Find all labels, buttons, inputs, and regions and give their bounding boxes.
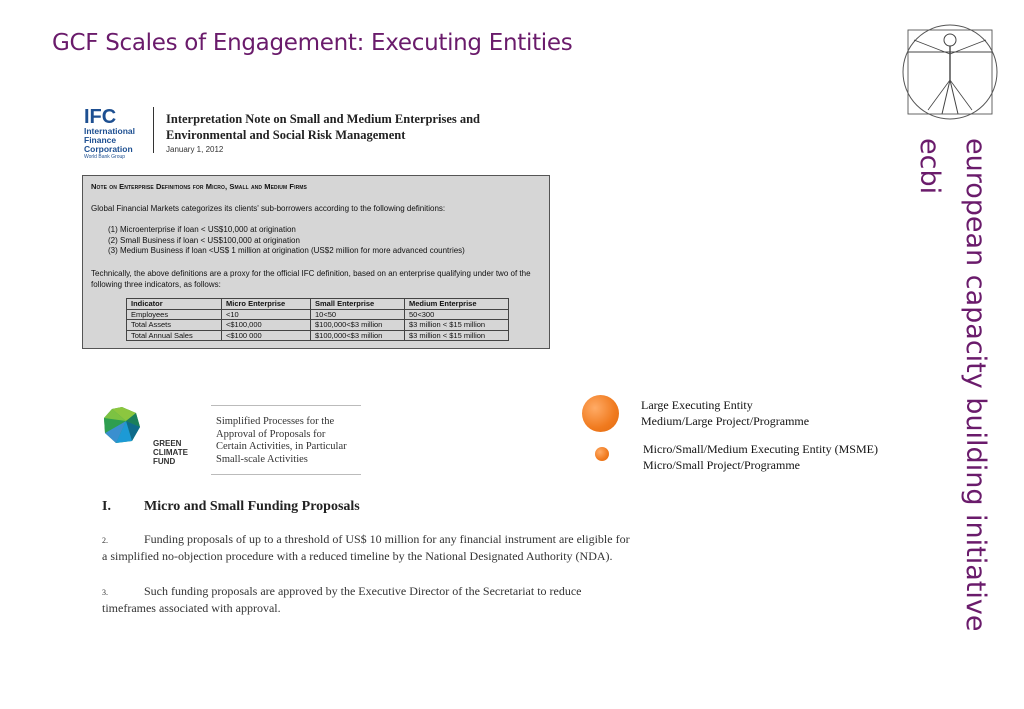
note-heading: Note on Enterprise Definitions for Micro, Small and Medium Firms [91, 182, 307, 191]
table-cell: <$100 000 [222, 330, 311, 341]
table-cell: <$100,000 [222, 320, 311, 331]
legend-line: Micro/Small Project/Programme [643, 457, 800, 472]
table-cell: $3 million < $15 million [405, 320, 509, 331]
table-cell: <10 [222, 309, 311, 320]
table-row [127, 309, 509, 320]
definitions-list [108, 225, 465, 257]
gcf-document-title [216, 416, 366, 466]
enterprise-definitions-note [82, 175, 550, 349]
definition-item: (3) Medium Business if loan <US$ 1 million at origination (US$2 million for more advanced countries) [108, 246, 465, 255]
note-intro: Global Financial Markets categorizes its clients' sub-borrowers according to the following definitions: [91, 204, 446, 213]
gcf-name-line: FUND [153, 457, 176, 466]
table-cell: Total Assets [127, 320, 222, 331]
table-row [127, 320, 509, 331]
ifc-divider [153, 107, 154, 153]
paragraph-number: 2. [102, 536, 108, 545]
table-header-row [127, 299, 509, 310]
large-entity-label [641, 398, 809, 429]
large-entity-dot [582, 395, 619, 432]
table-cell: Employees [127, 309, 222, 320]
table-cell: $100,000<$3 million [311, 320, 405, 331]
table-cell: $100,000<$3 million [311, 330, 405, 341]
paragraph-3 [102, 584, 632, 616]
indicator-table [126, 298, 509, 341]
gcf-title-line: Small-scale Activities [216, 453, 308, 465]
paragraph-text: Such funding proposals are approved by the Executive Director of the Secretariat to reduce timeframes associated with approval. [102, 584, 582, 615]
legend-line: Large Executing Entity [641, 398, 753, 412]
table-header: Micro Enterprise [222, 299, 311, 310]
small-entity-label [643, 442, 878, 473]
section-heading [102, 499, 360, 515]
legend-line: Medium/Large Project/Programme [641, 413, 810, 428]
table-cell: Total Annual Sales [127, 330, 222, 341]
paragraph-2 [102, 532, 632, 564]
ifc-logo-sub: World Bank Group [84, 154, 126, 160]
ifc-document-title: Interpretation Note on Small and Medium Enterprises and Environmental and Social Risk Management [166, 112, 481, 142]
small-entity-dot [595, 447, 609, 461]
table-cell: 10<50 [311, 309, 405, 320]
paragraph-text: Funding proposals of up to a threshold of US$ 10 million for any financial instrument are eligible for a simplified no-objection procedure with a reduced timeline by the National Designated Authority (NDA). [102, 532, 630, 563]
brand-name: european capacity building initiative [960, 138, 991, 632]
gcf-rule-bottom [211, 474, 361, 475]
note-technical: Technically, the above definitions are a proxy for the official IFC definition, based on an enterprise qualifying under two of the following three indicators, as follows: [91, 269, 531, 289]
ifc-logo-name-1: International [84, 126, 136, 136]
ifc-logo [84, 106, 154, 160]
definition-item: (1) Microenterprise if loan < US$10,000 at origination [108, 225, 296, 234]
table-cell: $3 million < $15 million [405, 330, 509, 341]
gcf-title-line: Certain Activities, in Particular [216, 441, 347, 452]
brand-acronym: ecbi [914, 138, 945, 195]
gcf-name [153, 439, 188, 466]
definition-item: (2) Small Business if loan < US$100,000 at origination [108, 235, 300, 245]
ifc-document-date: January 1, 2012 [166, 145, 224, 154]
gcf-name-line: GREEN [153, 439, 182, 448]
legend-line: Micro/Small/Medium Executing Entity (MSME) [643, 442, 878, 456]
paragraph-number: 3. [102, 588, 108, 597]
table-header: Medium Enterprise [405, 299, 509, 310]
ifc-logo-mark: IFC [84, 106, 117, 128]
ifc-logo-name-2: Finance [84, 135, 117, 145]
gcf-name-line: CLIMATE [153, 448, 188, 457]
gcf-title-line: Approval of Proposals for [216, 428, 326, 440]
ifc-logo-name-3: Corporation [84, 144, 133, 154]
table-row [127, 330, 509, 341]
table-header: Indicator [127, 299, 222, 310]
gcf-title-line: Simplified Processes for the [216, 416, 335, 427]
vitruvian-man-logo [898, 18, 1002, 122]
gcf-globe-logo [102, 405, 142, 445]
table-header: Small Enterprise [311, 299, 405, 310]
section-title: Micro and Small Funding Proposals [144, 499, 360, 514]
section-number: I. [102, 499, 111, 514]
table-cell: 50<300 [405, 309, 509, 320]
gcf-rule-top [211, 405, 361, 406]
slide-title: GCF Scales of Engagement: Executing Entities [52, 30, 573, 56]
